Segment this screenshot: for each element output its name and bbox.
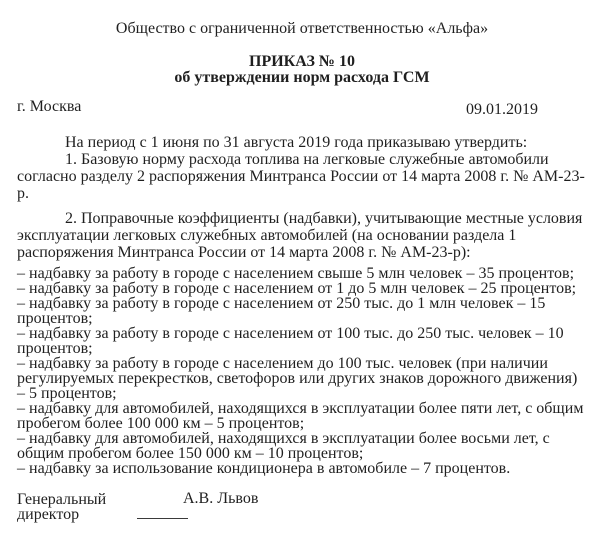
clause-2-paragraph: 2. Поправочные коэффициенты (надбавки), учитывающие местные условия эксплуатации легковых служебных автомобилей (на основании раздела 1 распоряжения Минтранса России от 14 марта 2008 г. № АМ-23-р): [17, 210, 583, 261]
signature-block [17, 492, 587, 554]
allowance-item: – надбавку за работу в городе с населением от 250 тыс. до 1 млн человек – 15 процентов; [17, 295, 546, 327]
signatory-name: А.В. Львов [183, 490, 259, 507]
allowance-item: – надбавку за работу в городе с населением от 100 тыс. до 250 тыс. человек – 10 процентов; [17, 325, 564, 357]
allowance-item: – надбавку за работу в городе с населением до 100 тыс. человек (при наличии регулируемых перекрестков, светофоров или других знаков дорожного движения) – 5 процентов; [17, 355, 578, 402]
allowance-item: – надбавку за работу в городе с населением свыше 5 млн человек – 35 процентов; [17, 265, 575, 282]
allowance-item: – надбавку для автомобилей, находящихся в эксплуатации более восьми лет, с общим пробегом более 150 000 км – 10 процентов; [17, 430, 550, 462]
order-title: ПРИКАЗ № 10 [249, 53, 355, 70]
allowance-list [17, 266, 587, 476]
intro-paragraph: На период с 1 июня по 31 августа 2019 года приказываю утвердить: [65, 134, 528, 151]
order-heading [17, 54, 587, 86]
allowance-item: – надбавку за использование кондиционера в автомобиле – 7 процентов. [17, 460, 511, 477]
company-name: Общество с ограниченной ответственностью «Альфа» [115, 20, 489, 37]
allowance-item: – надбавку за работу в городе с населением от 1 до 5 млн человек – 25 процентов; [17, 280, 577, 297]
document-body [17, 134, 587, 476]
clause-1-paragraph: 1. Базовую норму расхода топлива на легковые служебные автомобили согласно разделу 2 распоряжения Минтранса России от 14 марта 2008 г. № АМ-23-р. [17, 151, 585, 202]
signatory-position: Генеральный директор [17, 491, 107, 523]
allowance-item: – надбавку для автомобилей, находящихся в эксплуатации более пяти лет, с общим пробегом более 100 000 км – 5 процентов; [17, 400, 584, 432]
date-label: 09.01.2019 [466, 101, 538, 118]
meta-row [17, 98, 587, 118]
city-label: г. Москва [17, 98, 82, 115]
signature-line [137, 518, 188, 519]
order-subtitle: об утверждении норм расхода ГСМ [174, 69, 430, 86]
